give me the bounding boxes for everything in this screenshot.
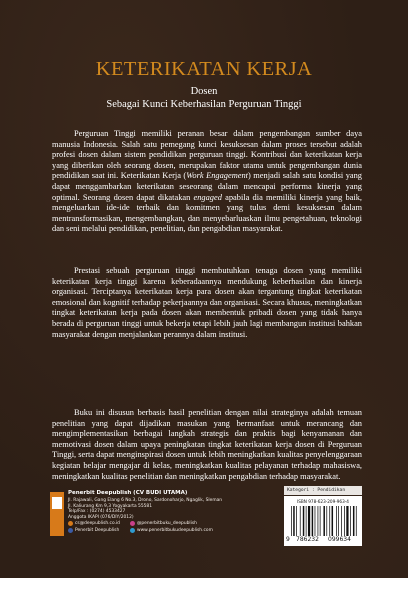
blurb-text: ) menjadi salah satu kondisi yang dapat menggambarkan keterikatan seseorang dalam mencapai performa kinerja yang optimal. Seorang dosen dapat dikatakan bbox=[52, 171, 362, 202]
isbn-text: ISBN 978-623-209-963-4 bbox=[297, 499, 349, 504]
blurb-paragraph-2: Prestasi sebuah perguruan tinggi membutuhkan tenaga dosen yang memiliki keterikatan kerja tinggi karena keberadaannya mendukung keberhasilan dan kinerja organisasi. Terciptanya keterikatan kerja para dosen akan tergantung tingkat keterikatan emosional dan kognitif terhadap pekerjaannya dan organisasi. Secara khusus, meningkatkan tingkat keterikatan kerja pada dosen akan membentuk pribadi dosen yang tidak hanya berada di perguruan tinggi untuk bekerja tetapi lebih jauh lagi membangun institusi bahkan masyarakat dengan menjalankan perannya dalam institusi. bbox=[52, 266, 362, 339]
publisher-facebook-text: Penerbit Deepublish bbox=[75, 528, 120, 533]
email-icon bbox=[68, 521, 73, 526]
barcode-stripe bbox=[353, 506, 355, 536]
barcode-stripe bbox=[312, 506, 314, 536]
barcode-panel bbox=[284, 496, 362, 546]
blurb-emphasis: Work Engagement bbox=[186, 171, 248, 181]
bottom-white-band bbox=[0, 578, 408, 591]
publisher-instagram-text: @penerbitbuku_deepublish bbox=[137, 521, 197, 526]
publisher-name: Penerbit Deepublish (CV BUDI UTAMA) bbox=[68, 490, 188, 496]
publisher-facebook[interactable] bbox=[68, 528, 119, 533]
barcode-stripe bbox=[308, 506, 310, 536]
barcode-stripe bbox=[306, 506, 307, 536]
book-title: KETERIKATAN KERJA bbox=[95, 58, 313, 80]
publisher-instagram[interactable] bbox=[130, 521, 197, 526]
barcode-stripe bbox=[356, 506, 357, 536]
barcode-stripe bbox=[344, 506, 345, 536]
publisher-phone: Telp/Fax : (0274) 4533427 bbox=[68, 509, 126, 514]
barcode-stripe bbox=[336, 506, 337, 536]
barcode-stripe bbox=[300, 506, 301, 536]
barcode-stripe bbox=[291, 506, 292, 536]
publisher-website-text: www.penerbitbukudeepublish.com bbox=[137, 528, 213, 533]
barcode-stripe bbox=[332, 506, 334, 536]
publisher-logo-mark bbox=[52, 497, 62, 509]
barcode-stripe bbox=[320, 506, 321, 536]
blurb-paragraph-3: Buku ini disusun berbasis hasil penelitian dengan nilai strateginya adalah temuan penelitian yang dapat dijadikan masukan yang bermanfaat untuk merancang dan mengimplementasikan berbagai langkah strategis dan praktis bagi kenyamanan dan memotivasi dosen dalam upaya peningkatan tingkat keterikatan kerja dosen di Perguruan Tinggi, serta dapat menginspirasi dosen untuk lebih meningkatkan kualitas penyelenggaraan kegiatan belajar mengajar di kelas, meningkatkan kualitas pelayanan terhadap mahasiswa, meningkatkan kualitas penelitian dan meningkatkan pengabdian terhadap masyarakat. bbox=[52, 408, 362, 481]
barcode-group-1: 786232 bbox=[296, 536, 319, 543]
blurb-text: Perguruan Tinggi memiliki peranan besar dalam pengembangan sumber daya manusia Indonesia. Salah satu pemegang kunci kesuksesan dalam proses tersebut adalah profesi dosen dalam sistem pendidikan perguruan tinggi. Kontribusi dan keterikatan kerja yang diberikan oleh seorang dosen, merupakan faktor utama untuk pengembangan dunia pendidikan saat ini. Keterikatan Kerja ( bbox=[52, 129, 362, 181]
blurb-paragraph-1 bbox=[52, 129, 362, 235]
publisher-email-text: cs@deepublish.co.id bbox=[75, 521, 120, 526]
barcode-stripe bbox=[329, 506, 330, 536]
barcode-stripe bbox=[323, 506, 325, 536]
barcode-stripe bbox=[318, 506, 319, 536]
barcode-stripe bbox=[296, 506, 297, 536]
instagram-icon bbox=[130, 521, 135, 526]
barcode-stripe bbox=[341, 506, 342, 536]
globe-icon bbox=[130, 528, 135, 533]
barcode-stripe bbox=[315, 506, 316, 536]
barcode-stripe bbox=[326, 506, 327, 536]
barcode-icon bbox=[291, 506, 357, 536]
publisher-ikapi: Anggota IKAPI (076/DIY/2012) bbox=[68, 514, 134, 520]
book-subtitle-line1: Dosen bbox=[190, 86, 218, 97]
barcode-stripe bbox=[303, 506, 305, 536]
publisher-email[interactable] bbox=[68, 521, 120, 526]
barcode-group-2: 099634 bbox=[328, 536, 351, 543]
blurb-emphasis: engaged bbox=[193, 192, 222, 202]
publisher-address-1: Jl. Rajawali, Gang Elang 6 No.3, Drono, Sardonoharjo, Ngaglik, Sleman bbox=[68, 498, 223, 503]
book-subtitle-line2: Sebagai Kunci Keberhasilan Perguruan Tinggi bbox=[106, 99, 302, 110]
publisher-address-2: Jl. Kaliurang Km 9,3 Yogyakarta 55581 bbox=[68, 503, 153, 509]
publisher-website[interactable] bbox=[130, 528, 213, 533]
barcode-stripe bbox=[346, 506, 348, 536]
blurb-text: apabila dia memiliki kinerja yang baik, mengeluarkan ide-ide terbaik dan komitmen yang tulus demi kesuksesan dalam mentransformasikan, mengembangkan, dan menyebarluaskan ilmu pengetahuan, teknologi dan seni melalui pendidikan, penelitian, dan pengabdian masyarakat. bbox=[52, 192, 363, 234]
barcode-stripe bbox=[350, 506, 351, 536]
publisher-logo-icon bbox=[50, 492, 64, 536]
barcode-stripe bbox=[338, 506, 339, 536]
facebook-icon bbox=[68, 528, 73, 533]
barcode-stripe bbox=[293, 506, 295, 536]
publisher-info bbox=[50, 490, 260, 540]
barcode-lead-digit: 9 bbox=[286, 536, 290, 543]
category-label: Kategori : Pendidikan bbox=[284, 486, 362, 495]
